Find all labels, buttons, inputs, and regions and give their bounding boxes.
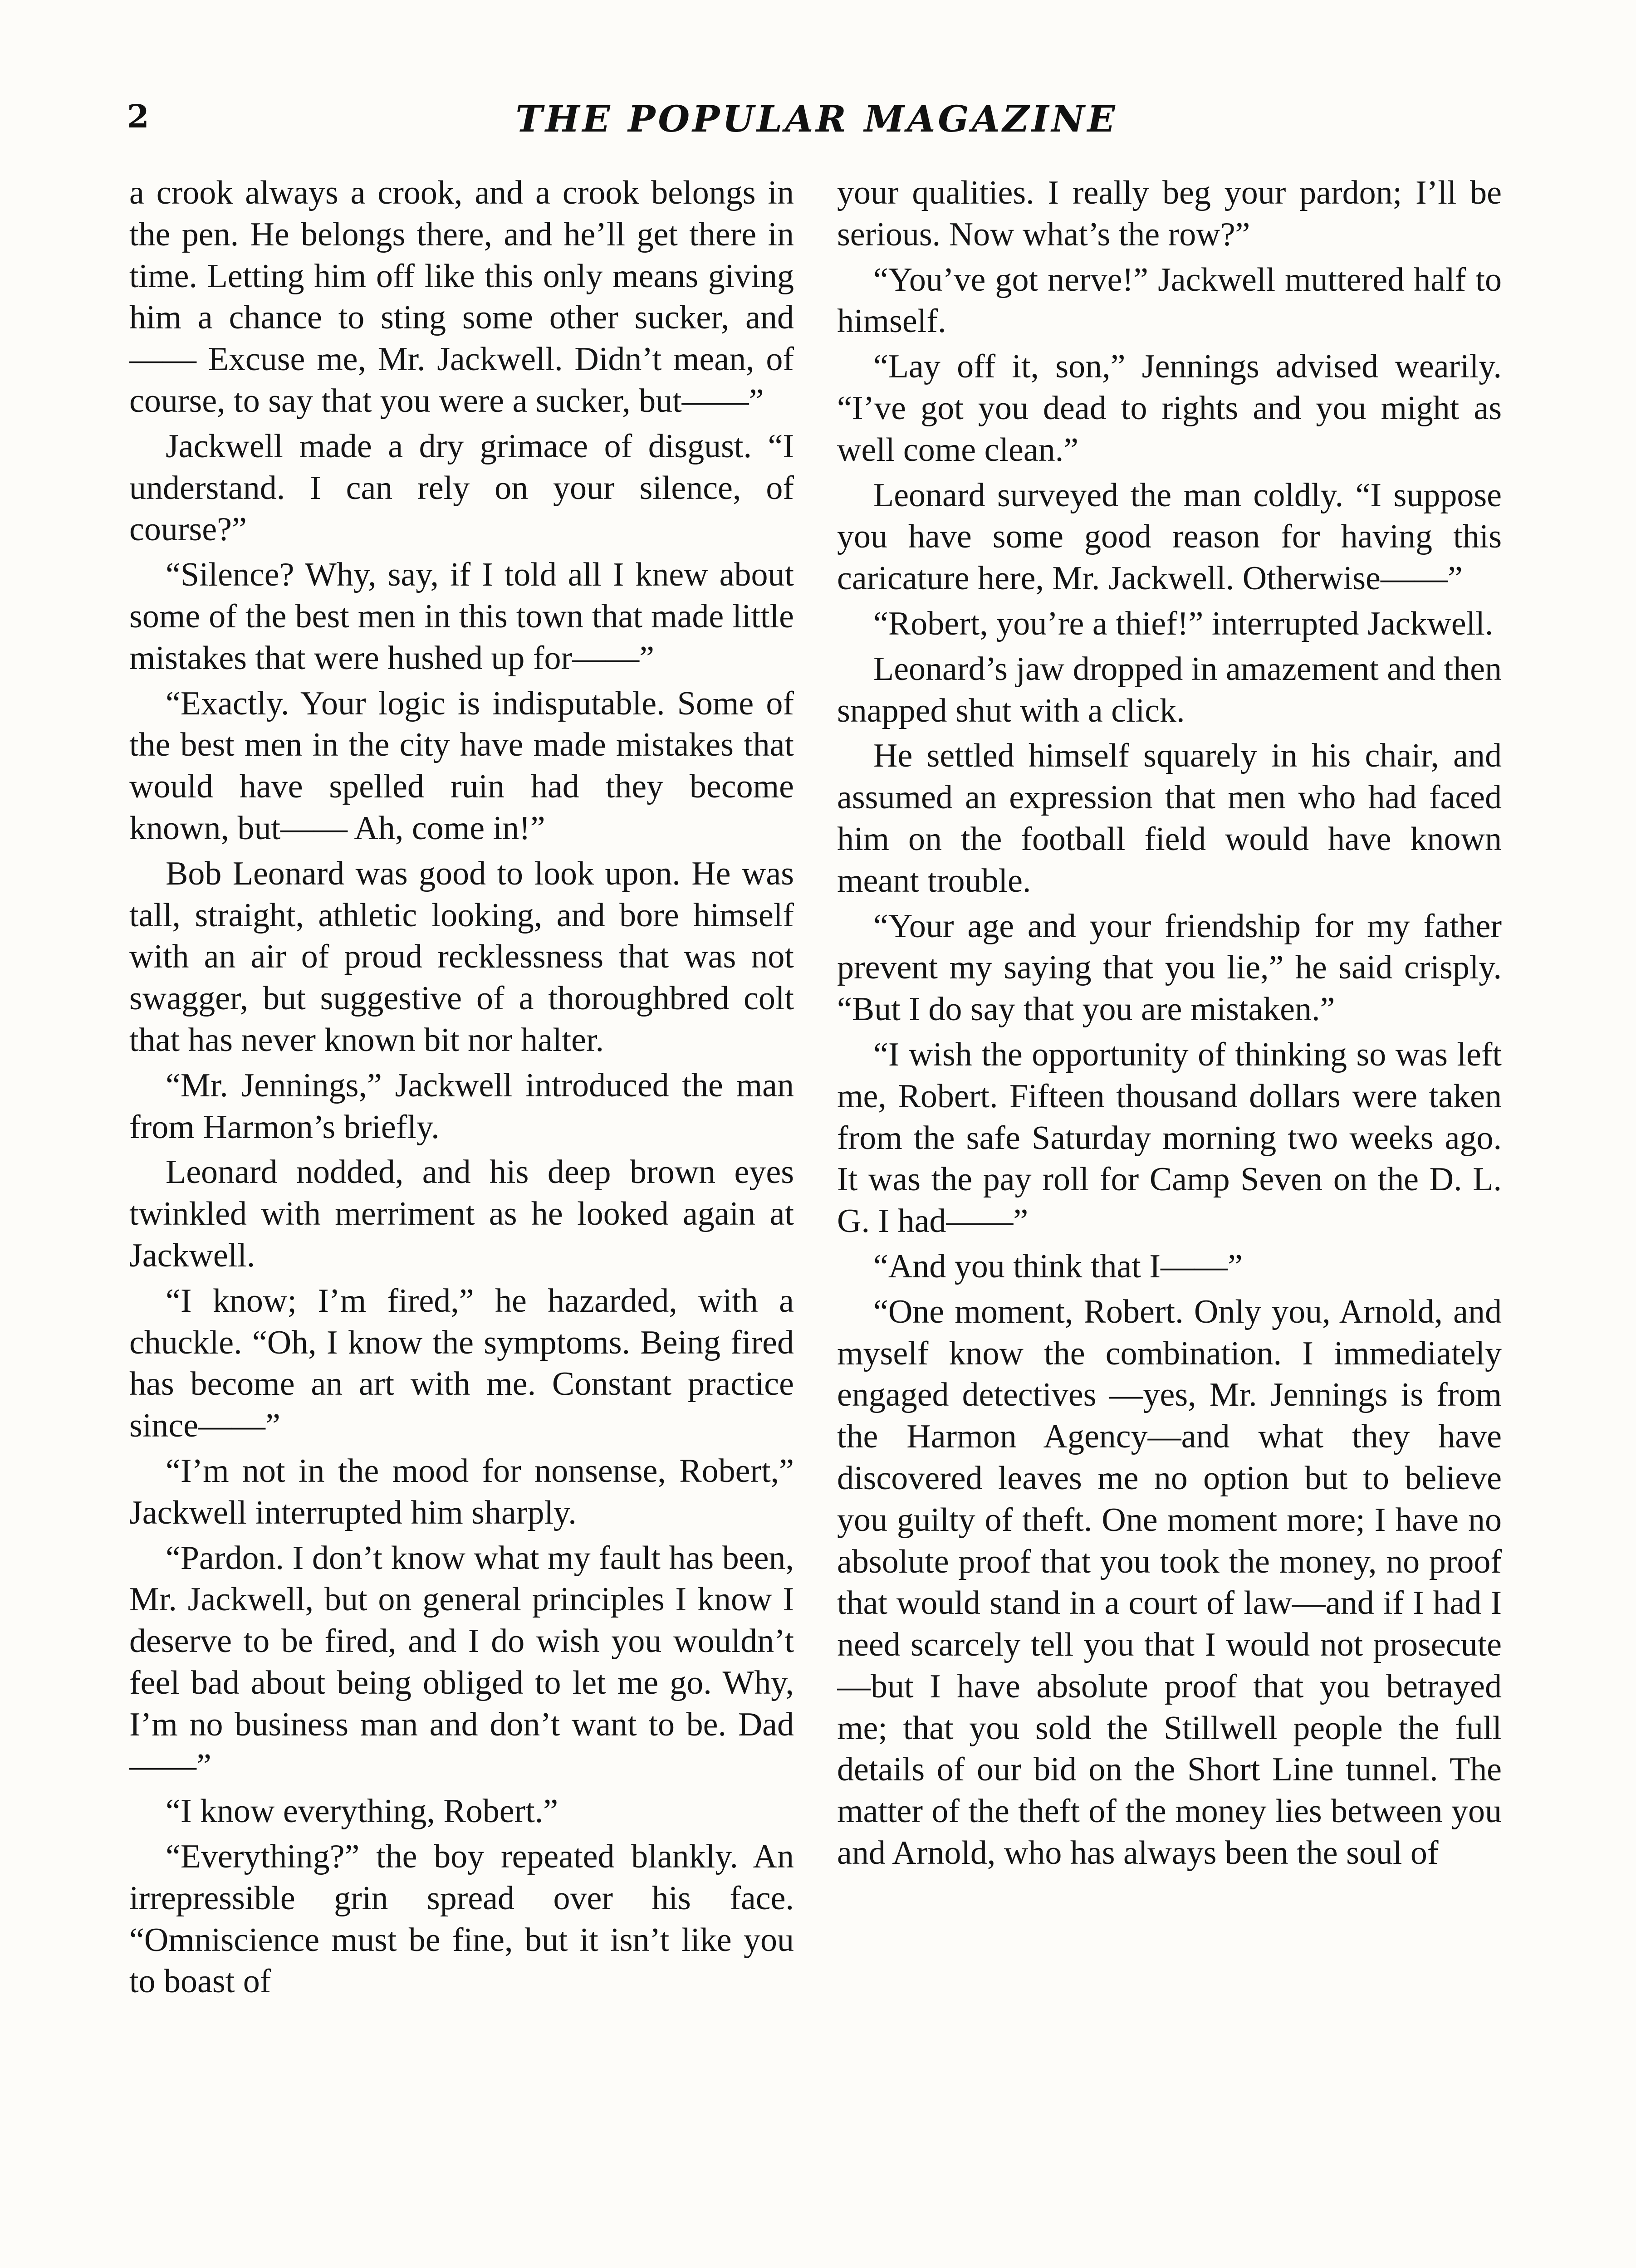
paragraph: Leonard’s jaw dropped in amazement and then snapped shut with a click. xyxy=(837,650,1502,729)
paragraph: “Silence? Why, say, if I told all I knew about some of the best men in this town that made little mistakes that were hushed up for——” xyxy=(129,556,794,677)
paragraph: Leonard surveyed the man coldly. “I suppose you have some good reason for having this caricature here, Mr. Jackwell. Otherwise——” xyxy=(837,476,1502,597)
paragraph: He settled himself squarely in his chair, and assumed an expression that men who had faced him on the football field would have known meant trouble. xyxy=(837,737,1502,899)
paragraph: “Lay off it, son,” Jennings advised wearily. “I’ve got you dead to rights and you might as well come clean.” xyxy=(837,348,1502,469)
paragraph: “I know everything, Robert.” xyxy=(166,1793,558,1830)
paragraph: “Pardon. I don’t know what my fault has been, Mr. Jackwell, but on general principles I know I deserve to be fired, and I do wish you wouldn’t feel bad about being obliged to let me go. Why, I’m no business man and don’t want to be. Dad——” xyxy=(129,1539,794,1785)
paragraph: “I’m not in the mood for nonsense, Robert,” Jackwell interrupted him sharply. xyxy=(129,1452,794,1531)
paragraph: “Robert, you’re a thief!” interrupted Jackwell. xyxy=(873,605,1494,642)
paragraph: Bob Leonard was good to look upon. He was tall, straight, athletic looking, and bore himself with an air of proud recklessness that was not swagger, but suggestive of a thoroughbred colt that has never known bit nor halter. xyxy=(129,855,794,1059)
paragraph: “Your age and your friendship for my father prevent my saying that you lie,” he said crisply. “But I do say that you are mistaken.” xyxy=(837,907,1502,1028)
paragraph: your qualities. I really beg your pardon; I’ll be serious. Now what’s the row?” xyxy=(837,174,1502,253)
paragraph: “Everything?” the boy repeated blankly. An irrepressible grin spread over his face. “Omniscience must be fine, but it isn’t like you to boast of xyxy=(129,1838,794,2000)
paragraph: Leonard nodded, and his deep brown eyes twinkled with merriment as he looked again at Jackwell. xyxy=(129,1154,794,1274)
page-number: 2 xyxy=(127,98,149,135)
right-column xyxy=(837,172,1502,2268)
paragraph: Jackwell made a dry grimace of disgust. “I understand. I can rely on your silence, of course?” xyxy=(129,427,794,548)
running-title: THE POPULAR MAGAZINE xyxy=(515,98,1118,140)
paragraph: “You’ve got nerve!” Jackwell muttered half to himself. xyxy=(837,261,1502,340)
paragraph: “Mr. Jennings,” Jackwell introduced the man from Harmon’s briefly. xyxy=(129,1066,794,1146)
paragraph: “And you think that I——” xyxy=(873,1247,1243,1285)
paragraph: “One moment, Robert. Only you, Arnold, and myself know the combination. I immediately engaged detectives —yes, Mr. Jennings is from the Harmon Agency—and what they have discovered leaves me no option but to believe you guilty of theft. One moment more; I have no absolute proof that you took the money, no proof that would stand in a court of law—and if I had I need scarcely tell you that I would not prosecute—but I have absolute proof that you betrayed me; that you sold the Stillwell people the full details of our bid on the Short Line tunnel. The matter of the theft of the money lies between you and Arnold, who has always been the soul of xyxy=(837,1293,1502,1872)
page-header xyxy=(127,98,1506,152)
paragraph: “Exactly. Your logic is indisputable. Some of the best men in the city have made mistakes that would have spelled ruin had they become known, but—— Ah, come in!” xyxy=(129,684,794,847)
paragraph: “I wish the opportunity of thinking so was left me, Robert. Fifteen thousand dollars were taken from the safe Saturday morning two weeks ago. It was the pay roll for Camp Seven on the D. L. G. I had——” xyxy=(837,1036,1502,1240)
paragraph: “I know; I’m fired,” he hazarded, with a chuckle. “Oh, I know the symptoms. Being fired has become an art with me. Constant practice since——” xyxy=(129,1282,794,1445)
paragraph: a crook always a crook, and a crook belongs in the pen. He belongs there, and he’ll get there in time. Letting him off like this only means giving him a chance to sting some other sucker, and—— Excuse me, Mr. Jackwell. Didn’t mean, of course, to say that you were a sucker, but——” xyxy=(129,174,794,420)
left-column xyxy=(129,172,794,2268)
